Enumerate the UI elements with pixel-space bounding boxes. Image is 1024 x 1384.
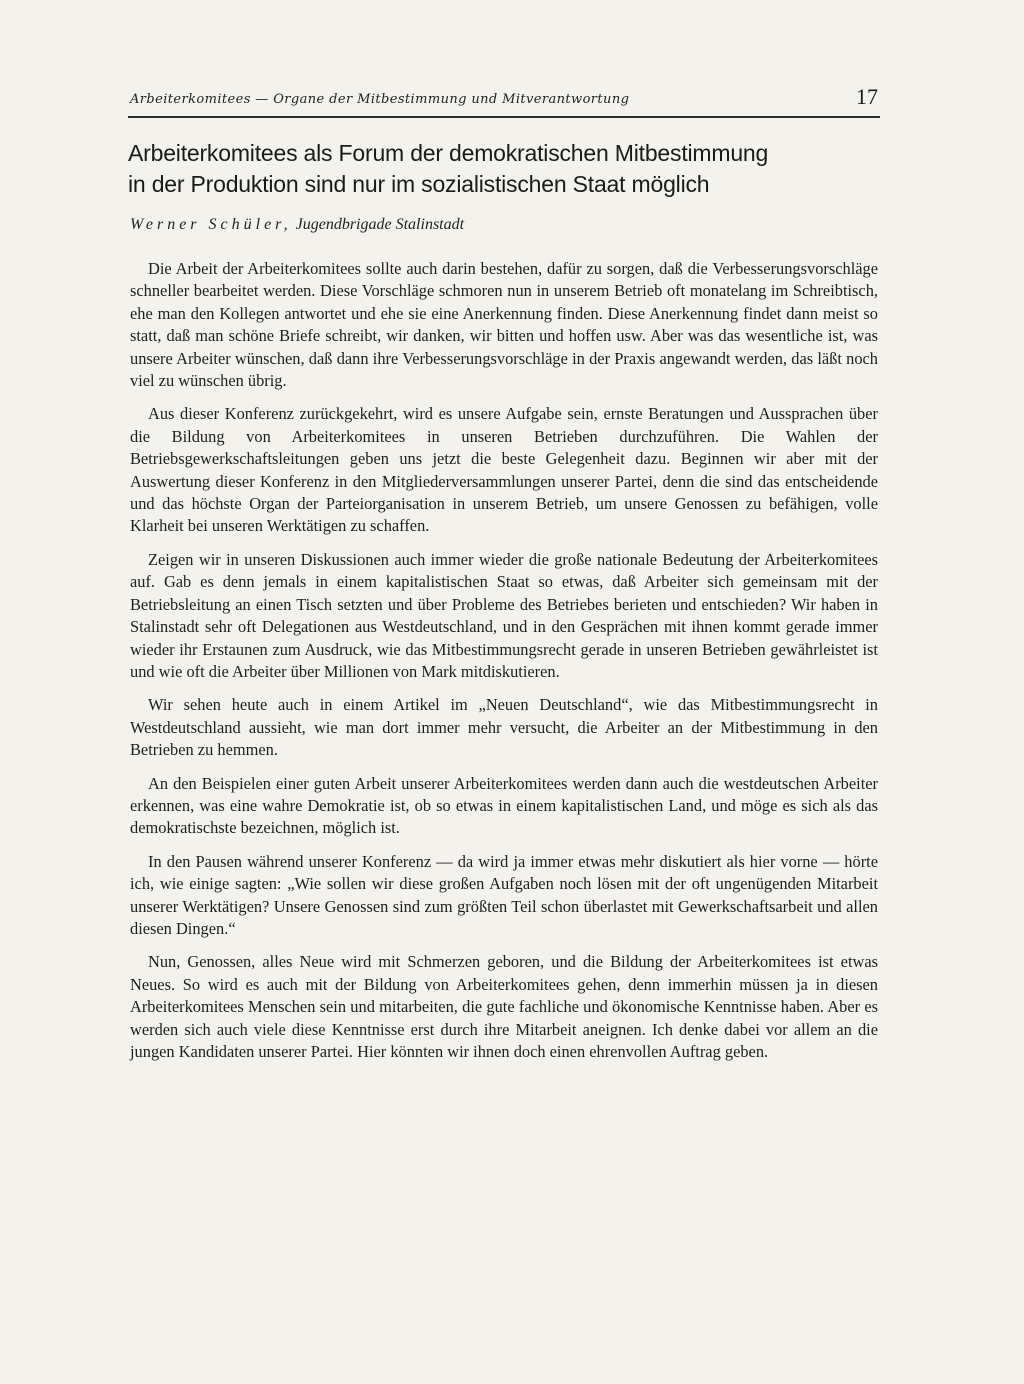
page-number: 17 xyxy=(856,84,878,109)
running-header xyxy=(128,84,880,118)
body-paragraph-4: Wir sehen heute auch in einem Artikel im „Neuen Deutschland“, wie das Mitbestimmungsrecht in Westdeutschland aussieht, wie man dort immer mehr versucht, die Arbeiter an der Mitbestimmung in den Betrieben zu hemmen. xyxy=(130,695,878,760)
body-paragraph-3: Zeigen wir in unseren Diskussionen auch immer wieder die große nationale Bedeutung der Arbeiterkomitees auf. Gab es denn jemals in einem kapitalistischen Staat so etwas, daß Arbeiter sich gemeinsam mit der Betriebsleitung an einen Tisch setzten und über Probleme des Betriebes berieten und entschieden? Wir haben in Stalinstadt sehr oft Delegationen aus Westdeutschland, und in den Gesprächen mit ihnen kommt gerade immer wieder ihr Erstaunen zum Ausdruck, wie das Mitbestimmungsrecht gerade in unseren Betrieben gewährleistet ist und wie oft die Arbeiter über Millionen von Mark mitdiskutieren. xyxy=(130,549,878,681)
body-paragraph-1: Die Arbeit der Arbeiterkomitees sollte auch darin bestehen, dafür zu sorgen, daß die Verbesserungsvorschläge schneller bearbeitet werden. Diese Vorschläge schmoren nun in unserem Betrieb oft monatelang im Schreibtisch, ehe man den Kollegen antwortet und ehe sie eine Anerkennung finden. Diese Anerkennung findet dann meist so statt, daß man schöne Briefe schreibt, wir danken, wir bitten und hoffen usw. Aber was das wesentliche ist, was unsere Arbeiter wünschen, daß dann ihre Verbesserungsvorschläge in der Praxis angewandt werden, das läßt noch viel zu wünschen übrig. xyxy=(130,259,878,391)
byline-author: Werner Schüler, xyxy=(130,216,292,233)
body-paragraph-7: Nun, Genossen, alles Neue wird mit Schmerzen geboren, und die Bildung der Arbeiterkomitees ist etwas Neues. So wird es auch mit der Bildung von Arbeiterkomitees gehen, denn immerhin müssen ja in diesen Arbeiterkomitees Menschen sein und mitarbeiten, die gute fachliche und ökonomische Kenntnisse haben. Aber es werden sich auch viele diese Kenntnisse erst durch ihre Mitarbeit aneignen. Ich denke dabei vor allem an die jungen Kandidaten unserer Partei. Hier könnten wir ihnen doch einen ehrenvollen Auftrag geben. xyxy=(130,952,878,1061)
byline xyxy=(130,216,464,234)
body-paragraph-6: In den Pausen während unserer Konferenz — da wird ja immer etwas mehr diskutiert als hier vorne — hörte ich, wie einige sagten: „Wie sollen wir diese großen Aufgaben noch lösen mit der oft ungenügenden Mitarbeit unserer Werktätigen? Unsere Genossen sind zum größten Teil schon überlastet mit Gewerkschaftsarbeit und allen diesen Dingen.“ xyxy=(130,851,878,938)
article-body xyxy=(130,258,878,1074)
body-paragraph-2: Aus dieser Konferenz zurückgekehrt, wird es unsere Aufgabe sein, ernste Beratungen und Aussprachen über die Bildung von Arbeiterkomitees in unseren Betrieben durchzuführen. Die Wahlen der Betriebsgewerkschaftsleitungen geben uns jetzt die beste Gelegenheit dazu. Beginnen wir aber mit der Auswertung dieser Konferenz in den Mitgliederversammlungen unserer Partei, denn die sind das entscheidende und das höchste Organ der Parteiorganisation in unserem Betrieb, um unsere Genossen zu befähigen, volle Klarheit bei unseren Werktätigen zu schaffen. xyxy=(130,404,878,536)
body-paragraph-5: An den Beispielen einer guten Arbeit unserer Arbeiterkomitees werden dann auch die westdeutschen Arbeiter erkennen, was eine wahre Demokratie ist, ob so etwas in einem kapitalistischen Land, und möge es sich als das demokratischste bezeichnen, möglich ist. xyxy=(130,773,878,838)
article-title-line-1: Arbeiterkomitees als Forum der demokratischen Mitbestimmung xyxy=(128,140,769,166)
byline-affiliation: Jugendbrigade Stalinstadt xyxy=(295,216,465,233)
running-title: Arbeiterkomitees — Organe der Mitbestimmung und Mitverantwortung xyxy=(130,92,630,107)
article-title-line-2: in der Produktion sind nur im sozialistischen Staat möglich xyxy=(128,171,710,197)
article-title xyxy=(128,138,888,200)
